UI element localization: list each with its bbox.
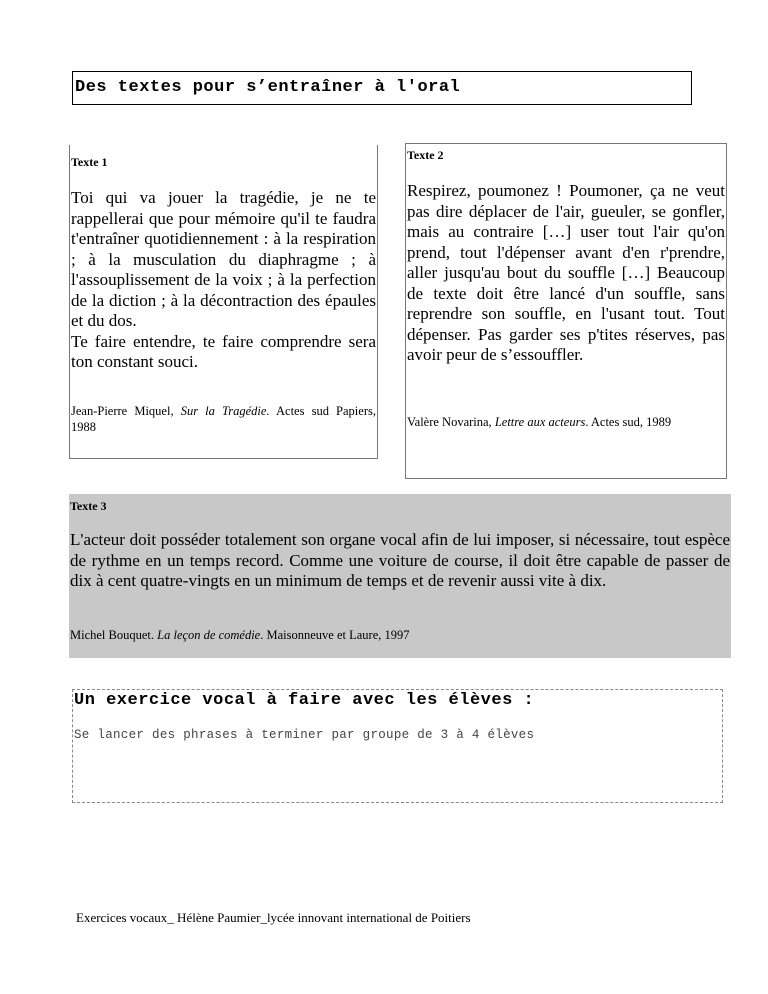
texte2-credit [407,414,725,430]
texte1-work: Sur la Tragédie. [180,404,270,418]
texte2-work: Lettre aux acteurs [494,415,586,429]
texte2-box [405,143,727,479]
texte2-publisher: . Actes sud, 1989 [585,415,672,429]
texte3-box [69,494,731,658]
texte3-label: Texte 3 [70,499,107,513]
page-footer: Exercices vocaux_ Hélène Paumier_lycée innovant international de Poitiers [76,910,471,925]
texte1-publisher: Actes sud Papiers, 1988 [71,404,376,434]
texte1-credit [71,403,376,435]
texte2-body: Respirez, poumonez ! Poumoner, ça ne veut pas dire déplacer de l'air, gueuler, se gonfler, mais au contraire […] user tout l'air qu'on prend, tout l'dépenser avant d'en r'prendre, aller jusqu'au bout du souffle […] Beaucoup de texte doit être lancé d'un souffle, sans reprendre son souffle, en l'usant tout. Tout dépenser. Pas garder ses p'tites réserves, pas avoir peur de s’essouffler. [407,181,725,364]
texte2-author: Valère Novarina, [407,415,495,429]
exercise-box [72,689,723,803]
page-title: Des textes pour s’entraîner à l'oral [75,78,461,97]
texte1-author: Jean-Pierre Miquel, [71,404,181,418]
texte1-paragraph-1: Toi qui va jouer la tragédie, je ne te rappellerai que pour mémoire qu'il te faudra t'entraîner quotidiennement : à la respiration ; à la musculation du diaphragme ; à l'assouplissement de la voix ; à la perfection de la diction ; à la décontraction des épaules et du dos. [71,188,376,330]
exercise-text: Se lancer des phrases à terminer par groupe de 3 à 4 élèves [74,728,535,742]
exercise-title: Un exercice vocal à faire avec les élèves : [74,691,535,710]
texte3-author: Michel Bouquet. [70,628,158,642]
texte1-body [71,188,376,373]
texte2-label: Texte 2 [407,148,444,162]
texte3-publisher: . Maisonneuve et Laure, 1997 [260,628,410,642]
texte1-box [69,145,378,459]
texte3-body: L'acteur doit posséder totalement son organe vocal afin de lui imposer, si nécessaire, tout espèce de rythme en un temps record. Comme une voiture de course, il doit être capable de passer de dix à cent quatre-vingts en un minimum de temps et de revenir aussi vite à dix. [70,530,730,590]
title-box [72,71,692,105]
texte1-paragraph-2: Te faire entendre, te faire comprendre sera ton constant souci. [71,331,376,371]
texte1-label: Texte 1 [71,155,108,169]
texte3-work: La leçon de comédie [157,628,261,642]
texte3-credit [70,627,730,643]
